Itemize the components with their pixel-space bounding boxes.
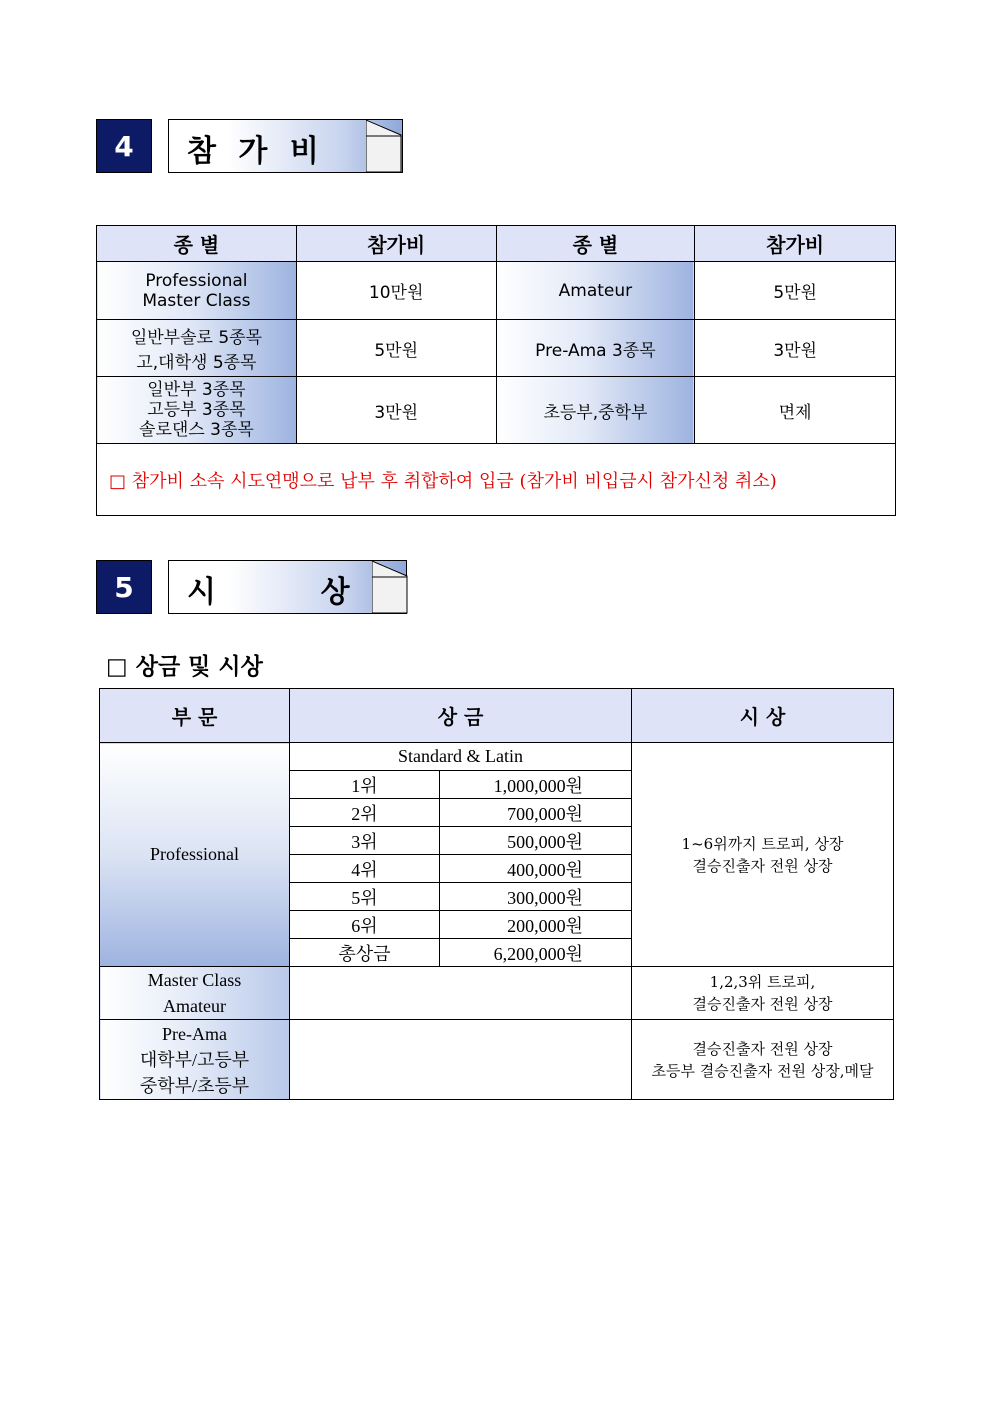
rank-cell: 2위 bbox=[290, 799, 440, 827]
fee-cell: 5만원 bbox=[695, 262, 896, 320]
amount-cell: 6,200,000원 bbox=[440, 939, 632, 967]
category-line: 일반부솔로 5종목 bbox=[130, 328, 262, 348]
fee-cell: 10만원 bbox=[296, 262, 496, 320]
section-title: 참 가 비 bbox=[187, 134, 325, 169]
fee-note-row bbox=[97, 444, 896, 516]
prize-subtitle: □ 상금 및 시상 bbox=[106, 653, 263, 680]
rank-cell: 총상금 bbox=[290, 939, 440, 967]
section-number: 4 bbox=[96, 119, 152, 173]
prize-header-row bbox=[100, 689, 894, 743]
prize-row bbox=[100, 743, 894, 771]
category-cell: 초등부,중학부 bbox=[496, 377, 695, 444]
division-master bbox=[100, 967, 290, 1020]
rank-cell: 1위 bbox=[290, 771, 440, 799]
category-line: 고등부 3종목 bbox=[147, 400, 246, 420]
category-line: Master Class bbox=[142, 290, 251, 311]
category-line: 고,대학생 5종목 bbox=[136, 353, 257, 373]
award-line: 결승진출자 전원 상장 bbox=[692, 995, 833, 1013]
prize-empty bbox=[290, 1020, 632, 1100]
award-master bbox=[632, 967, 894, 1020]
folded-corner-icon bbox=[372, 560, 408, 614]
division-professional: Professional bbox=[100, 743, 290, 967]
header-category: 종 별 bbox=[496, 226, 695, 262]
fee-cell: 3만원 bbox=[296, 377, 496, 444]
header-prize: 상 금 bbox=[290, 689, 632, 743]
category-cell: Amateur bbox=[496, 262, 695, 320]
award-line: 결승진출자 전원 상장 bbox=[692, 856, 833, 875]
rank-cell: 3위 bbox=[290, 827, 440, 855]
amount-cell: 700,000원 bbox=[440, 799, 632, 827]
category-line: 솔로댄스 3종목 bbox=[139, 420, 254, 440]
prize-row bbox=[100, 1020, 894, 1100]
folded-corner-icon bbox=[366, 119, 402, 173]
fee-row bbox=[97, 377, 896, 444]
award-preama bbox=[632, 1020, 894, 1100]
fee-header-row bbox=[97, 226, 896, 262]
category-cell bbox=[97, 262, 297, 320]
header-award: 시 상 bbox=[632, 689, 894, 743]
fee-table bbox=[96, 225, 896, 516]
division-preama bbox=[100, 1020, 290, 1100]
rank-cell: 4위 bbox=[290, 855, 440, 883]
section-title: 시 상 bbox=[187, 575, 356, 610]
amount-cell: 500,000원 bbox=[440, 827, 632, 855]
amount-cell: 300,000원 bbox=[440, 883, 632, 911]
division-line: 대학부/고등부 bbox=[139, 1049, 250, 1070]
amount-cell: 200,000원 bbox=[440, 911, 632, 939]
section-4-header bbox=[96, 119, 406, 173]
award-line: 1,2,3위 트로피, bbox=[709, 973, 816, 991]
division-line: Pre-Ama bbox=[162, 1023, 227, 1044]
fee-cell: 면제 bbox=[695, 377, 896, 444]
category-cell: Pre-Ama 3종목 bbox=[496, 320, 695, 377]
header-fee: 참가비 bbox=[695, 226, 896, 262]
fee-note: □ 참가비 소속 시도연맹으로 납부 후 취합하여 입금 (참가비 비입금시 참가신청 취소) bbox=[97, 444, 896, 516]
prize-table bbox=[99, 688, 894, 1100]
amount-cell: 1,000,000원 bbox=[440, 771, 632, 799]
amount-cell: 400,000원 bbox=[440, 855, 632, 883]
prize-row bbox=[100, 967, 894, 1020]
award-professional bbox=[632, 743, 894, 967]
prize-empty bbox=[290, 967, 632, 1020]
award-line: 초등부 결승진출자 전원 상장,메달 bbox=[651, 1061, 874, 1080]
category-line: 일반부 3종목 bbox=[147, 380, 246, 400]
header-category: 종 별 bbox=[97, 226, 297, 262]
fee-row bbox=[97, 320, 896, 377]
header-division: 부 문 bbox=[100, 689, 290, 743]
rank-cell: 6위 bbox=[290, 911, 440, 939]
division-line: 중학부/초등부 bbox=[139, 1075, 250, 1096]
division-line: Amateur bbox=[163, 996, 226, 1016]
event-name: Standard & Latin bbox=[290, 743, 632, 771]
award-line: 결승진출자 전원 상장 bbox=[692, 1039, 833, 1058]
fee-row bbox=[97, 262, 896, 320]
division-line: Master Class bbox=[147, 970, 242, 990]
fee-cell: 5만원 bbox=[296, 320, 496, 377]
fee-cell: 3만원 bbox=[695, 320, 896, 377]
category-cell bbox=[97, 377, 297, 444]
section-number: 5 bbox=[96, 560, 152, 614]
category-cell bbox=[97, 320, 297, 377]
rank-cell: 5위 bbox=[290, 883, 440, 911]
category-line: Professional bbox=[145, 270, 248, 291]
header-fee: 참가비 bbox=[296, 226, 496, 262]
award-line: 1~6위까지 트로피, 상장 bbox=[681, 834, 844, 853]
section-5-header bbox=[96, 560, 410, 614]
